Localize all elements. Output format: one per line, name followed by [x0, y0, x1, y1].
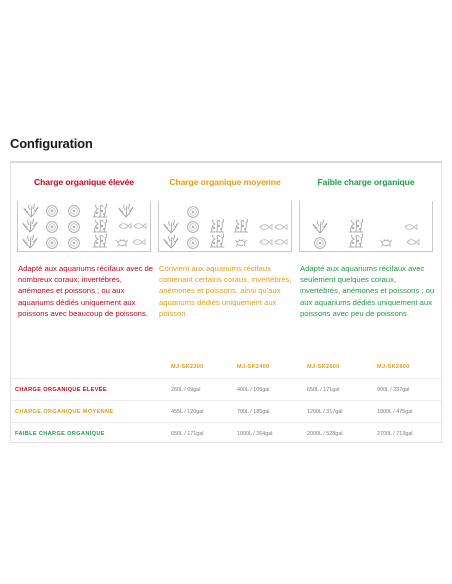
table-cell: 900L / 237gal [377, 379, 441, 401]
table-cell: 260L / 69gal [171, 379, 237, 401]
table-header-model: MJ-SK2200 [171, 364, 204, 370]
row-label: CHARGE ORGANIQUE MOYENNE [11, 401, 171, 423]
column-description-high-load: Adapté aux aquariums récifaux avec de nombreux coraux, invertébrés, anémones et poissons ; ou aux aquariums dédiés uniquement aux poissons avec beaucoup de poissons. [18, 264, 154, 318]
aquarium-illustration-high-load [17, 201, 151, 252]
aquarium-illustration-low-load [299, 201, 433, 252]
page-title: Configuration [10, 136, 93, 151]
table-header-model: MJ-SK2400 [237, 364, 270, 370]
table-header-row [11, 356, 441, 379]
table-header-model: MJ-SK2600 [307, 364, 340, 370]
table-cell: 650L / 171gal [171, 423, 237, 445]
fish-outline-icon [300, 201, 432, 251]
table-cell: 400L / 105gal [237, 379, 307, 401]
column-medium-load [156, 163, 294, 353]
column-heading-low-load: Faible charge organique [317, 177, 415, 187]
column-heading-medium-load: Charge organique moyenne [169, 177, 281, 187]
table-cell: 650L / 171gal [307, 379, 377, 401]
table-cell: 1200L / 317gal [307, 401, 377, 423]
table-header-model: MJ-SK2800 [377, 364, 410, 370]
configuration-panel [10, 161, 442, 443]
organic-load-columns [11, 163, 441, 353]
table-cell: 1000L / 264gal [237, 423, 307, 445]
aquarium-illustration-medium-load [158, 201, 292, 252]
table-cell: 455L / 120gal [171, 401, 237, 423]
table-cell: 700L / 185gal [237, 401, 307, 423]
column-description-medium-load: Convient aux aquariums récifaux contenant certains coraux, invertébrés, anémones et poissons, ainsi qu'aux aquariums dédiés uniquement aux poisson. [159, 264, 292, 318]
column-heading-high-load: Charge organique élevée [34, 177, 134, 187]
column-high-load [15, 163, 153, 353]
table-row [11, 401, 441, 423]
table-cell: 2700L / 713gal [377, 423, 441, 445]
table-cell: 1800L / 475gal [377, 401, 441, 423]
row-label: FAIBLE CHARGE ORGANIQUE [11, 423, 171, 445]
table-row [11, 379, 441, 401]
coral-icon [18, 201, 150, 251]
capacity-table [11, 356, 441, 444]
table-header-blank [11, 356, 171, 379]
table-row [11, 423, 441, 445]
anemone-icon [159, 201, 291, 251]
row-label: CHARGE ORGANIQUE ÉLEVÉE [11, 379, 171, 401]
column-low-load [297, 163, 435, 353]
column-description-low-load: Adapté aux aquariums récifaux avec seulement quelques coraux, invertébrés, anémones et poissons ; ou aux aquariums dédiés uniquement aux poissons avec peu de poissons. [300, 264, 435, 318]
table-cell: 2000L / 528gal [307, 423, 377, 445]
